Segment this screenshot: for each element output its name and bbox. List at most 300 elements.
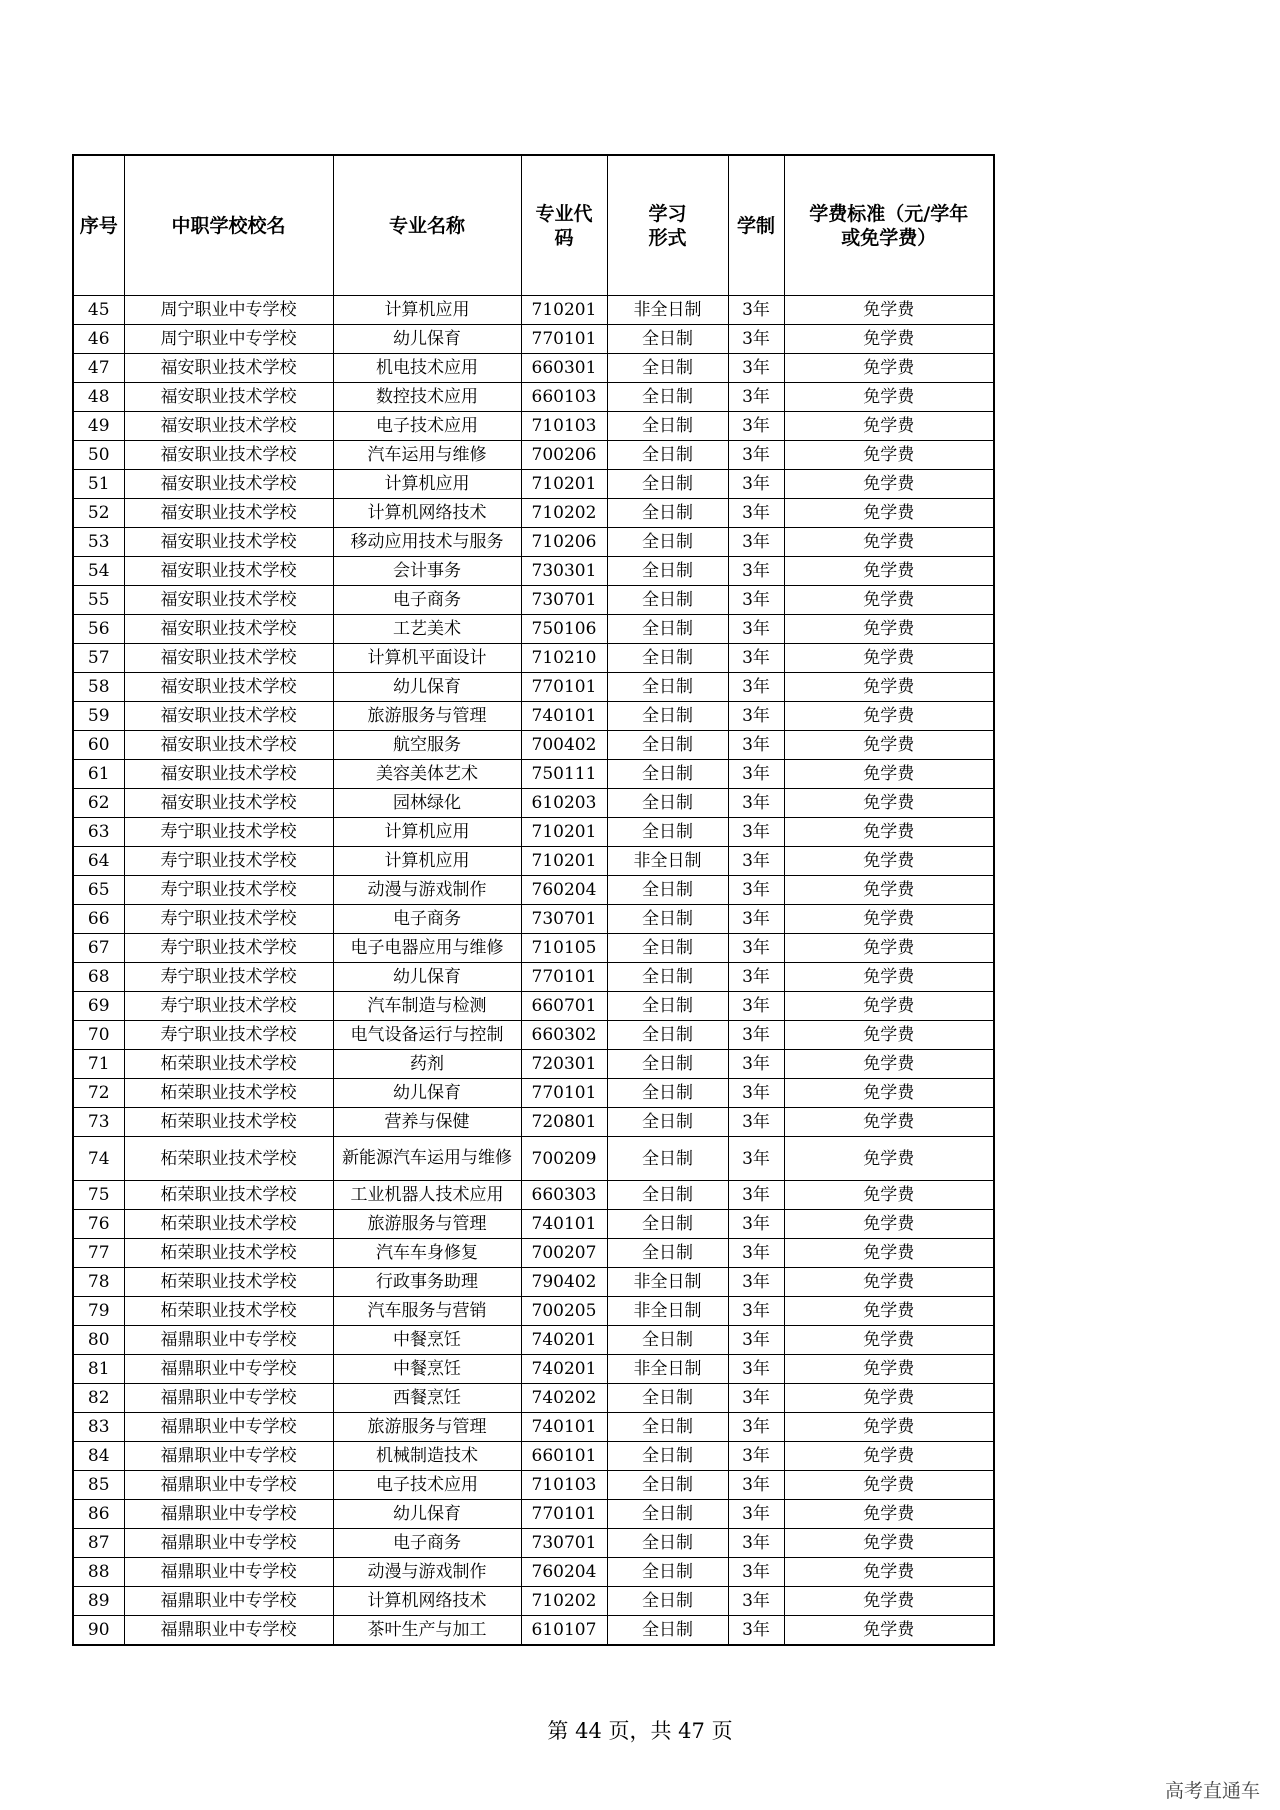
cell-fee: 免学费 [784,1500,994,1529]
cell-fee: 免学费 [784,818,994,847]
cell-major: 茶叶生产与加工 [333,1616,521,1646]
table-row [73,731,994,760]
cell-fee: 免学费 [784,1413,994,1442]
table-row [73,557,994,586]
cell-form: 非全日制 [607,296,728,325]
cell-code: 700209 [521,1137,607,1181]
cell-code: 660103 [521,383,607,412]
table-row [73,470,994,499]
table-body [73,296,994,1646]
cell-major: 航空服务 [333,731,521,760]
cell-form: 全日制 [607,1471,728,1500]
cell-fee: 免学费 [784,876,994,905]
table-row [73,1210,994,1239]
table-row [73,1079,994,1108]
table-row [73,1326,994,1355]
header-row [73,155,994,296]
cell-fee: 免学费 [784,1021,994,1050]
cell-code: 740201 [521,1326,607,1355]
cell-seq: 55 [73,586,124,615]
cell-years: 3年 [728,731,784,760]
header-seq: 序号 [73,155,124,296]
cell-form: 非全日制 [607,1355,728,1384]
cell-major: 汽车运用与维修 [333,441,521,470]
cell-form: 全日制 [607,412,728,441]
cell-years: 3年 [728,1021,784,1050]
cell-major: 园林绿化 [333,789,521,818]
cell-school: 福安职业技术学校 [124,731,333,760]
cell-major: 计算机网络技术 [333,499,521,528]
table-row [73,1442,994,1471]
cell-fee: 免学费 [784,499,994,528]
cell-school: 柘荣职业技术学校 [124,1079,333,1108]
cell-code: 770101 [521,325,607,354]
cell-form: 全日制 [607,383,728,412]
cell-school: 福鼎职业中专学校 [124,1384,333,1413]
cell-fee: 免学费 [784,731,994,760]
cell-seq: 89 [73,1587,124,1616]
cell-school: 福安职业技术学校 [124,644,333,673]
cell-major: 数控技术应用 [333,383,521,412]
cell-seq: 54 [73,557,124,586]
cell-seq: 86 [73,1500,124,1529]
table-row [73,1587,994,1616]
cell-code: 700207 [521,1239,607,1268]
cell-code: 730701 [521,1529,607,1558]
cell-fee: 免学费 [784,1558,994,1587]
cell-fee: 免学费 [784,905,994,934]
cell-code: 660701 [521,992,607,1021]
cell-seq: 84 [73,1442,124,1471]
cell-major: 幼儿保育 [333,1500,521,1529]
cell-form: 全日制 [607,1021,728,1050]
cell-major: 汽车车身修复 [333,1239,521,1268]
cell-code: 660301 [521,354,607,383]
cell-years: 3年 [728,615,784,644]
table-row [73,1297,994,1326]
fee-table [72,154,995,1646]
table-row [73,1137,994,1181]
cell-code: 770101 [521,1500,607,1529]
cell-fee: 免学费 [784,325,994,354]
table-row [73,354,994,383]
cell-code: 760204 [521,1558,607,1587]
cell-seq: 85 [73,1471,124,1500]
cell-major: 机电技术应用 [333,354,521,383]
cell-fee: 免学费 [784,354,994,383]
cell-school: 福鼎职业中专学校 [124,1442,333,1471]
cell-code: 610107 [521,1616,607,1646]
cell-code: 720301 [521,1050,607,1079]
cell-years: 3年 [728,1297,784,1326]
cell-school: 福安职业技术学校 [124,702,333,731]
cell-code: 750111 [521,760,607,789]
cell-seq: 79 [73,1297,124,1326]
cell-code: 710201 [521,818,607,847]
cell-seq: 62 [73,789,124,818]
cell-fee: 免学费 [784,1326,994,1355]
cell-fee: 免学费 [784,1297,994,1326]
cell-form: 全日制 [607,1413,728,1442]
cell-school: 柘荣职业技术学校 [124,1210,333,1239]
cell-major: 计算机应用 [333,818,521,847]
cell-form: 全日制 [607,1529,728,1558]
cell-school: 寿宁职业技术学校 [124,963,333,992]
cell-fee: 免学费 [784,673,994,702]
cell-form: 全日制 [607,963,728,992]
cell-school: 福安职业技术学校 [124,499,333,528]
cell-seq: 57 [73,644,124,673]
cell-fee: 免学费 [784,1442,994,1471]
cell-form: 非全日制 [607,847,728,876]
cell-seq: 80 [73,1326,124,1355]
table-row [73,441,994,470]
cell-school: 福安职业技术学校 [124,412,333,441]
cell-seq: 88 [73,1558,124,1587]
cell-form: 全日制 [607,470,728,499]
cell-code: 710201 [521,470,607,499]
cell-school: 福安职业技术学校 [124,615,333,644]
cell-years: 3年 [728,499,784,528]
cell-code: 610203 [521,789,607,818]
cell-seq: 56 [73,615,124,644]
cell-seq: 70 [73,1021,124,1050]
table-row [73,789,994,818]
cell-major: 美容美体艺术 [333,760,521,789]
cell-code: 720801 [521,1108,607,1137]
cell-school: 柘荣职业技术学校 [124,1239,333,1268]
cell-years: 3年 [728,528,784,557]
cell-years: 3年 [728,1529,784,1558]
cell-school: 柘荣职业技术学校 [124,1137,333,1181]
cell-form: 全日制 [607,1210,728,1239]
table-row [73,644,994,673]
cell-school: 福鼎职业中专学校 [124,1529,333,1558]
cell-years: 3年 [728,1413,784,1442]
table-row [73,383,994,412]
cell-form: 全日制 [607,1326,728,1355]
cell-fee: 免学费 [784,1587,994,1616]
cell-major: 工业机器人技术应用 [333,1181,521,1210]
cell-code: 750106 [521,615,607,644]
cell-form: 全日制 [607,1181,728,1210]
table-row [73,1471,994,1500]
cell-years: 3年 [728,644,784,673]
cell-years: 3年 [728,441,784,470]
cell-years: 3年 [728,818,784,847]
cell-fee: 免学费 [784,760,994,789]
table-row [73,1355,994,1384]
cell-school: 寿宁职业技术学校 [124,992,333,1021]
cell-school: 福安职业技术学校 [124,528,333,557]
cell-fee: 免学费 [784,470,994,499]
cell-major: 电子电器应用与维修 [333,934,521,963]
cell-code: 710202 [521,1587,607,1616]
table-row [73,296,994,325]
cell-fee: 免学费 [784,1181,994,1210]
cell-school: 寿宁职业技术学校 [124,1021,333,1050]
header-years: 学制 [728,155,784,296]
cell-fee: 免学费 [784,644,994,673]
cell-form: 全日制 [607,499,728,528]
cell-years: 3年 [728,383,784,412]
cell-code: 740202 [521,1384,607,1413]
cell-form: 全日制 [607,818,728,847]
cell-fee: 免学费 [784,557,994,586]
header-form: 学习形式 [607,155,728,296]
cell-seq: 77 [73,1239,124,1268]
cell-seq: 47 [73,354,124,383]
cell-fee: 免学费 [784,1210,994,1239]
cell-seq: 51 [73,470,124,499]
cell-seq: 48 [73,383,124,412]
cell-form: 全日制 [607,1384,728,1413]
cell-school: 福鼎职业中专学校 [124,1500,333,1529]
cell-fee: 免学费 [784,615,994,644]
cell-seq: 60 [73,731,124,760]
cell-seq: 75 [73,1181,124,1210]
cell-major: 幼儿保育 [333,1079,521,1108]
table-row [73,528,994,557]
cell-code: 700206 [521,441,607,470]
table-row [73,818,994,847]
cell-school: 福安职业技术学校 [124,557,333,586]
cell-years: 3年 [728,673,784,702]
table-row [73,1050,994,1079]
cell-years: 3年 [728,412,784,441]
cell-seq: 90 [73,1616,124,1646]
cell-years: 3年 [728,789,784,818]
cell-years: 3年 [728,1384,784,1413]
cell-major: 移动应用技术与服务 [333,528,521,557]
cell-code: 710103 [521,1471,607,1500]
cell-fee: 免学费 [784,528,994,557]
cell-code: 790402 [521,1268,607,1297]
cell-school: 柘荣职业技术学校 [124,1108,333,1137]
cell-years: 3年 [728,1137,784,1181]
cell-fee: 免学费 [784,1529,994,1558]
watermark: 高考直通车 [1164,1780,1260,1802]
cell-fee: 免学费 [784,1050,994,1079]
header-major: 专业名称 [333,155,521,296]
cell-fee: 免学费 [784,934,994,963]
cell-years: 3年 [728,1108,784,1137]
cell-years: 3年 [728,760,784,789]
cell-fee: 免学费 [784,702,994,731]
cell-seq: 58 [73,673,124,702]
cell-form: 全日制 [607,325,728,354]
table-row [73,1108,994,1137]
cell-seq: 68 [73,963,124,992]
cell-seq: 78 [73,1268,124,1297]
cell-code: 770101 [521,963,607,992]
cell-years: 3年 [728,934,784,963]
cell-seq: 82 [73,1384,124,1413]
cell-form: 全日制 [607,1500,728,1529]
cell-years: 3年 [728,586,784,615]
cell-fee: 免学费 [784,1355,994,1384]
cell-school: 福安职业技术学校 [124,673,333,702]
cell-major: 电子商务 [333,905,521,934]
cell-code: 740101 [521,1210,607,1239]
table-row [73,934,994,963]
cell-major: 电子商务 [333,586,521,615]
cell-school: 福鼎职业中专学校 [124,1471,333,1500]
cell-major: 中餐烹饪 [333,1355,521,1384]
table-row [73,325,994,354]
cell-code: 770101 [521,1079,607,1108]
cell-major: 新能源汽车运用与维修 [333,1137,521,1181]
cell-fee: 免学费 [784,963,994,992]
cell-major: 电子商务 [333,1529,521,1558]
cell-major: 幼儿保育 [333,963,521,992]
cell-years: 3年 [728,1050,784,1079]
cell-seq: 53 [73,528,124,557]
cell-major: 行政事务助理 [333,1268,521,1297]
cell-major: 旅游服务与管理 [333,1210,521,1239]
cell-major: 幼儿保育 [333,325,521,354]
table-row [73,412,994,441]
cell-form: 非全日制 [607,1297,728,1326]
cell-form: 全日制 [607,673,728,702]
header-fee: 学费标准（元/学年或免学费） [784,155,994,296]
cell-years: 3年 [728,1079,784,1108]
cell-school: 福鼎职业中专学校 [124,1587,333,1616]
cell-code: 710201 [521,296,607,325]
cell-code: 770101 [521,673,607,702]
page-footer: 第 44 页，共 47 页 [547,1719,733,1743]
cell-major: 动漫与游戏制作 [333,1558,521,1587]
cell-school: 福鼎职业中专学校 [124,1326,333,1355]
cell-school: 福安职业技术学校 [124,441,333,470]
cell-seq: 71 [73,1050,124,1079]
cell-school: 柘荣职业技术学校 [124,1181,333,1210]
table-row [73,992,994,1021]
table-row [73,586,994,615]
cell-fee: 免学费 [784,1108,994,1137]
cell-code: 710201 [521,847,607,876]
cell-form: 非全日制 [607,1268,728,1297]
cell-years: 3年 [728,1181,784,1210]
table-row [73,760,994,789]
cell-major: 药剂 [333,1050,521,1079]
cell-school: 寿宁职业技术学校 [124,934,333,963]
cell-major: 中餐烹饪 [333,1326,521,1355]
cell-code: 660101 [521,1442,607,1471]
cell-school: 福安职业技术学校 [124,789,333,818]
cell-code: 710202 [521,499,607,528]
cell-code: 660303 [521,1181,607,1210]
cell-school: 寿宁职业技术学校 [124,876,333,905]
cell-code: 710105 [521,934,607,963]
cell-major: 幼儿保育 [333,673,521,702]
table-row [73,1500,994,1529]
cell-major: 汽车服务与营销 [333,1297,521,1326]
cell-years: 3年 [728,1500,784,1529]
cell-code: 730701 [521,586,607,615]
cell-seq: 69 [73,992,124,1021]
cell-years: 3年 [728,296,784,325]
cell-fee: 免学费 [784,1079,994,1108]
cell-fee: 免学费 [784,789,994,818]
cell-school: 福安职业技术学校 [124,470,333,499]
cell-fee: 免学费 [784,1384,994,1413]
cell-fee: 免学费 [784,1268,994,1297]
cell-school: 柘荣职业技术学校 [124,1050,333,1079]
cell-school: 寿宁职业技术学校 [124,818,333,847]
table-row [73,673,994,702]
cell-fee: 免学费 [784,412,994,441]
cell-form: 全日制 [607,354,728,383]
table-row [73,1558,994,1587]
cell-school: 福鼎职业中专学校 [124,1616,333,1646]
cell-form: 全日制 [607,789,728,818]
cell-fee: 免学费 [784,586,994,615]
cell-seq: 72 [73,1079,124,1108]
cell-major: 计算机应用 [333,847,521,876]
table-row [73,905,994,934]
cell-fee: 免学费 [784,1239,994,1268]
cell-years: 3年 [728,470,784,499]
cell-years: 3年 [728,1239,784,1268]
cell-school: 柘荣职业技术学校 [124,1297,333,1326]
cell-form: 全日制 [607,905,728,934]
cell-major: 会计事务 [333,557,521,586]
cell-years: 3年 [728,847,784,876]
cell-years: 3年 [728,963,784,992]
table-row [73,1181,994,1210]
cell-major: 计算机应用 [333,470,521,499]
cell-school: 周宁职业中专学校 [124,325,333,354]
cell-form: 全日制 [607,1587,728,1616]
cell-fee: 免学费 [784,383,994,412]
cell-code: 710206 [521,528,607,557]
cell-seq: 59 [73,702,124,731]
cell-form: 全日制 [607,702,728,731]
cell-fee: 免学费 [784,441,994,470]
cell-school: 福鼎职业中专学校 [124,1413,333,1442]
cell-years: 3年 [728,1558,784,1587]
cell-school: 福安职业技术学校 [124,760,333,789]
cell-years: 3年 [728,702,784,731]
cell-seq: 64 [73,847,124,876]
table-row [73,1384,994,1413]
cell-major: 旅游服务与管理 [333,702,521,731]
table-row [73,1413,994,1442]
cell-major: 旅游服务与管理 [333,1413,521,1442]
cell-school: 福安职业技术学校 [124,383,333,412]
cell-major: 工艺美术 [333,615,521,644]
table-row [73,1021,994,1050]
cell-seq: 65 [73,876,124,905]
cell-code: 700402 [521,731,607,760]
cell-fee: 免学费 [784,1137,994,1181]
cell-form: 全日制 [607,1558,728,1587]
cell-code: 710103 [521,412,607,441]
cell-form: 全日制 [607,992,728,1021]
table-row [73,1529,994,1558]
cell-seq: 52 [73,499,124,528]
cell-code: 730701 [521,905,607,934]
cell-code: 710210 [521,644,607,673]
header-code: 专业代码 [521,155,607,296]
cell-major: 电子技术应用 [333,1471,521,1500]
cell-seq: 81 [73,1355,124,1384]
table-row [73,702,994,731]
cell-code: 660302 [521,1021,607,1050]
cell-school: 周宁职业中专学校 [124,296,333,325]
cell-form: 全日制 [607,1108,728,1137]
